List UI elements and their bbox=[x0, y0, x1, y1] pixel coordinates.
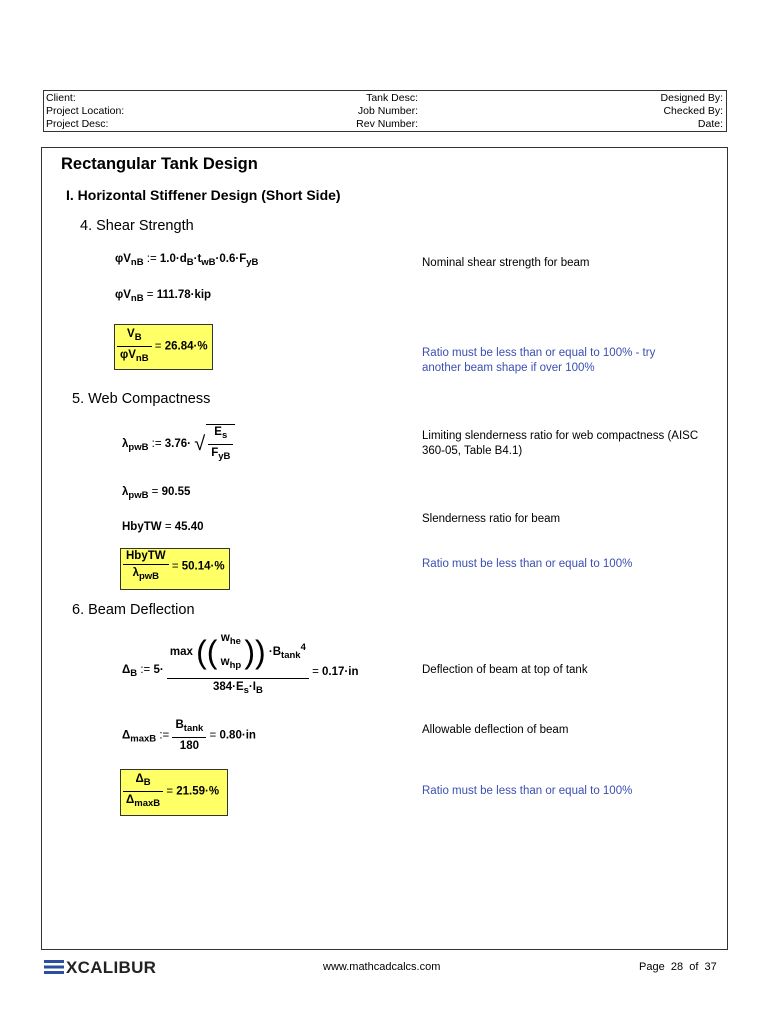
subsection-shear-strength: 4. Shear Strength bbox=[80, 218, 194, 234]
subsection-web-compactness: 5. Web Compactness bbox=[72, 391, 211, 407]
header-col-tank bbox=[344, 92, 418, 131]
deltaMaxB-unit: in bbox=[245, 729, 256, 742]
client-label: Client: bbox=[46, 92, 76, 104]
phiVnB-value: 111.78 bbox=[156, 289, 191, 301]
deltaB-unit: in bbox=[348, 666, 359, 678]
eq-lambda-pwB-def: $\lambda_{pwB}$ := 3.76· √ $\frac{E_s}{F_{yB}}$ bbox=[122, 424, 235, 464]
eq-deltaMaxB-def: $\Delta_{maxB}$ := $\frac{B_{tank}}{180}$ = 0.80·in bbox=[122, 719, 256, 752]
header-col-designer bbox=[661, 92, 723, 131]
eq-defl-ratio: $\frac{\Delta_B}{\Delta_{maxB}}$ = 21.59·% bbox=[123, 772, 219, 811]
defl-ratio-value: 21.59 bbox=[176, 785, 206, 798]
eq-phiVnB-def: $\varphi V_{nB}$ := $1.0\cdot d_B\cdot t_{wB}\cdot 0.6\cdot F_{yB}$ bbox=[115, 253, 259, 268]
note-shear-check: Ratio must be less than or equal to 100% - try another beam shape if over 100% bbox=[422, 347, 656, 374]
note-allowable-deflection: Allowable deflection of beam bbox=[422, 724, 569, 736]
page-label: Page bbox=[639, 961, 665, 973]
shear-ratio-value: 26.84 bbox=[164, 340, 194, 353]
project-desc-label: Project Desc: bbox=[46, 118, 109, 130]
footer-url[interactable]: www.mathcadcalcs.com bbox=[323, 961, 441, 973]
web-ratio-value: 50.14 bbox=[181, 560, 211, 573]
tank-desc-label: Tank Desc: bbox=[366, 92, 418, 104]
deltaB-value: 0.17 bbox=[322, 666, 345, 678]
subsection-beam-deflection: 6. Beam Deflection bbox=[72, 602, 195, 618]
note-defl-check: Ratio must be less than or equal to 100% bbox=[422, 785, 633, 797]
header-info-box bbox=[43, 90, 727, 132]
eq-lambda-pwB-result: $\lambda_{pwB} = 90.55$ bbox=[122, 486, 191, 501]
date-label: Date: bbox=[697, 118, 723, 130]
xcalibur-logo bbox=[44, 958, 156, 978]
project-location-label: Project Location: bbox=[46, 105, 125, 117]
page-total: 37 bbox=[704, 961, 717, 973]
note-nominal-shear: Nominal shear strength for beam bbox=[422, 257, 590, 269]
page-number bbox=[639, 961, 717, 973]
eq-phiVnB-result: $\varphi V_{nB} = 111.78\cdot kip$ bbox=[115, 289, 212, 304]
note-slenderness: Slenderness ratio for beam bbox=[422, 513, 561, 525]
note-limiting-slenderness: Limiting slenderness ratio for web compactness (AISC 360-05, Table B4.1) bbox=[422, 430, 699, 457]
phiVnB-unit: kip bbox=[194, 289, 212, 301]
section-title: I. Horizontal Stiffener Design (Short Side) bbox=[66, 187, 341, 203]
eq-shear-ratio: $\frac{V_B}{\varphi V_{nB}}$ = 26.84·% bbox=[117, 327, 208, 366]
eq-hbytw-result: HbyTW = 45.40 bbox=[122, 521, 204, 533]
eq-web-ratio: $\frac{\text{HbyTW}}{\lambda_{pwB}}$ = 50.14·% bbox=[123, 549, 225, 584]
logo-text: XCALIBUR bbox=[66, 958, 157, 977]
note-web-check: Ratio must be less than or equal to 100% bbox=[422, 558, 633, 570]
designed-by-label: Designed By: bbox=[660, 92, 723, 104]
hbytw-value: 45.40 bbox=[174, 521, 204, 533]
note-deflection-top: Deflection of beam at top of tank bbox=[422, 664, 588, 676]
rev-number-label: Rev Number: bbox=[356, 118, 418, 130]
eq-deltaB-def: $\Delta_B$ := 5· max (( $w_{he}$ $w_{hp}$ )) $\cdot B_{tank}^4$ $384\cdot E_s\cdot I_B$ = 0.17·in bbox=[122, 628, 358, 698]
page-of-label: of bbox=[689, 961, 699, 973]
logo-bars-icon bbox=[44, 960, 64, 974]
header-col-client bbox=[46, 92, 124, 131]
doc-title: Rectangular Tank Design bbox=[61, 155, 258, 173]
page-current: 28 bbox=[670, 961, 684, 973]
lambda-pwB-value: 90.55 bbox=[161, 486, 191, 498]
deltaMaxB-value: 0.80 bbox=[219, 729, 242, 742]
checked-by-label: Checked By: bbox=[663, 105, 723, 117]
job-number-label: Job Number: bbox=[357, 105, 418, 117]
